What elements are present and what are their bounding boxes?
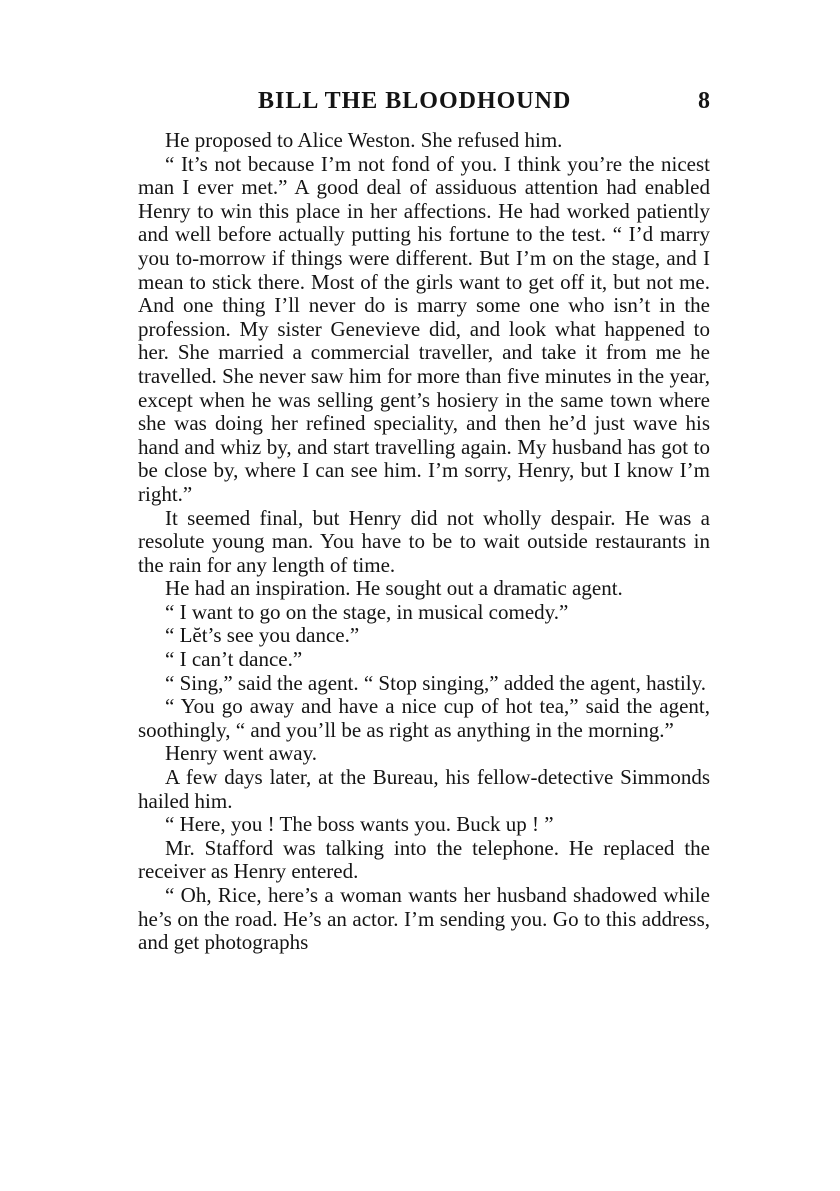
paragraph: “ Here, you ! The boss wants you. Buck up ! ” [165, 812, 554, 837]
paragraph: He had an inspiration. He sought out a dramatic agent. [165, 576, 623, 601]
paragraph: “ I can’t dance.” [165, 647, 303, 672]
page-number: 8 [698, 88, 710, 114]
paragraph: He proposed to Alice Weston. She refused him. [165, 128, 563, 152]
body-text [138, 129, 710, 955]
paragraph: Mr. Stafford was talking into the telephone. He replaced the receiver as Henry entered. [138, 835, 710, 884]
paragraph: “ Sing,” said the agent. “ Stop singing,” added the agent, hastily. [165, 670, 707, 695]
running-head [138, 88, 710, 118]
paragraph: A few days later, at the Bureau, his fellow-detective Simmonds hailed him. [138, 765, 710, 813]
paragraph: “ Lĕt’s see you dance.” [165, 623, 360, 648]
paragraph: “ Oh, Rice, here’s a woman wants her husband shadowed while he’s on the road. He’s an actor. I’m sending you. Go to this address, and get photographs [138, 883, 710, 955]
paragraph: “ I want to go on the stage, in musical comedy.” [165, 599, 569, 624]
paragraph: “ You go away and have a nice cup of hot tea,” said the agent, soothingly, “ and you’ll be as right as anything in the morning.” [138, 694, 710, 742]
paragraph: It seemed final, but Henry did not wholly despair. He was a resolute young man. You have to be to wait outside restaurants in the rain for any length of time. [138, 505, 710, 577]
paragraph: “ It’s not because I’m not fond of you. I think you’re the nicest man I ever met.” A good deal of assiduous attention had enabled Henry to win this place in her affections. He had worked patiently and well before actually putting his fortune to the test. “ I’d marry you to-morrow if things were different. But I’m on the stage, and I mean to stick there. Most of the girls want to get off it, but not me. And one thing I’ll never do is marry some one who isn’t in the profession. My sister Genevieve did, and look what happened to her. She married a commercial traveller, and take it from me he travelled. She never saw him for more than five minutes in the year, except when he was selling gent’s hosiery in the same town where she was doing her refined speciality, and then he’d just wave his hand and whiz by, and start travelling again. My husband has got to be close by, where I can see him. I’m sorry, Henry, but I know I’m right.” [138, 151, 710, 506]
running-title: BILL THE BLOODHOUND [258, 88, 572, 114]
paragraph: Henry went away. [165, 741, 317, 766]
